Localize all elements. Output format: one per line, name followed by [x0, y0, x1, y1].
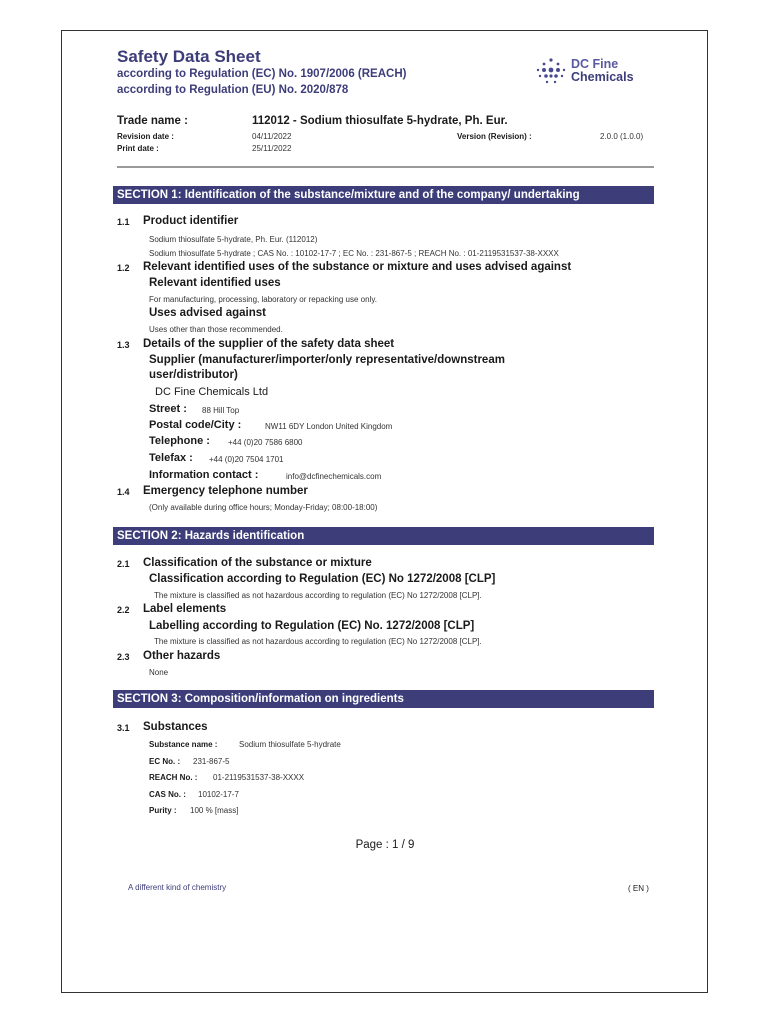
- language-indicator: ( EN ): [628, 884, 649, 893]
- subsection-heading: Emergency telephone number: [143, 485, 308, 497]
- purity-label: Purity :: [149, 806, 177, 815]
- substance-name-value: Sodium thiosulfate 5-hydrate: [239, 740, 341, 749]
- labelling-text: The mixture is classified as not hazardous according to regulation (EC) No 1272/2008 [CLP].: [154, 637, 482, 646]
- logo-wordmark: [571, 58, 634, 84]
- purity-value: 100 % [mass]: [190, 806, 239, 815]
- subsection-heading: Other hazards: [143, 650, 221, 662]
- subsection-heading: Substances: [143, 721, 208, 733]
- postal-city-label: Postal code/City :: [149, 419, 242, 431]
- regulation-line-1: according to Regulation (EC) No. 1907/2006 (REACH): [117, 68, 407, 80]
- emergency-hours-text: (Only available during office hours; Monday-Friday; 08:00-18:00): [149, 503, 378, 512]
- substance-name-label: Substance name :: [149, 740, 218, 749]
- ec-number-label: EC No. :: [149, 757, 181, 766]
- regulation-line-2: according to Regulation (EU) No. 2020/878: [117, 84, 349, 96]
- street-value: 88 Hill Top: [202, 406, 240, 415]
- subsection-heading: Label elements: [143, 603, 227, 615]
- reach-number-label: REACH No. :: [149, 773, 198, 782]
- subsection-heading: Details of the supplier of the safety data sheet: [143, 338, 395, 350]
- section-number: 1.3: [117, 340, 130, 350]
- section-number: 1.1: [117, 217, 130, 227]
- telefax-label: Telefax :: [149, 452, 193, 464]
- sub-heading: Uses advised against: [149, 307, 266, 319]
- telefax-value: +44 (0)20 7504 1701: [209, 455, 284, 464]
- identified-uses-text: For manufacturing, processing, laboratory or repacking use only.: [149, 295, 377, 304]
- classification-text: The mixture is classified as not hazardous according to regulation (EC) No 1272/2008 [CLP].: [154, 591, 482, 600]
- uses-advised-against-text: Uses other than those recommended.: [149, 325, 283, 334]
- information-contact-label: Information contact :: [149, 469, 259, 481]
- version-value: 2.0.0 (1.0.0): [600, 132, 644, 141]
- logo-text-line-1: DC Fine: [571, 57, 619, 71]
- footer-tagline: A different kind of chemistry: [128, 883, 227, 892]
- section-number: 2.2: [117, 605, 130, 615]
- section-1-heading: SECTION 1: Identification of the substance/mixture and of the company/ undertaking: [113, 186, 654, 204]
- subsection-heading: Product identifier: [143, 215, 239, 227]
- trade-name-value: 112012 - Sodium thiosulfate 5-hydrate, Ph. Eur.: [252, 115, 508, 127]
- sub-heading: Classification according to Regulation (EC) No 1272/2008 [CLP]: [149, 573, 496, 585]
- sub-heading-continued: user/distributor): [149, 369, 238, 381]
- section-number: 2.1: [117, 559, 130, 569]
- sub-heading: Supplier (manufacturer/importer/only representative/downstream: [149, 354, 505, 366]
- sub-heading: Labelling according to Regulation (EC) No. 1272/2008 [CLP]: [149, 620, 475, 632]
- page-number: Page : 1 / 9: [355, 839, 415, 851]
- trade-name-label: Trade name :: [117, 115, 188, 127]
- reach-number-value: 01-2119531537-38-XXXX: [213, 773, 305, 782]
- section-number: 2.3: [117, 652, 130, 662]
- product-identifiers-line: Sodium thiosulfate 5-hydrate ; CAS No. : 10102-17-7 ; EC No. : 231-867-5 ; REACH No. : 01-2119531537-38-XXXX: [149, 249, 559, 258]
- postal-city-value: NW11 6DY London United Kingdom: [265, 422, 393, 431]
- version-label: Version (Revision) :: [457, 132, 532, 141]
- section-3-heading: SECTION 3: Composition/information on ingredients: [113, 690, 654, 708]
- sub-heading: Relevant identified uses: [149, 277, 281, 289]
- logo-text-line-2: Chemicals: [571, 70, 634, 84]
- product-name-line: Sodium thiosulfate 5-hydrate, Ph. Eur. (112012): [149, 235, 318, 244]
- section-number: 3.1: [117, 723, 130, 733]
- street-label: Street :: [149, 403, 187, 415]
- print-date-label: Print date :: [117, 144, 159, 153]
- cas-number-label: CAS No. :: [149, 790, 186, 799]
- section-number: 1.4: [117, 487, 130, 497]
- subsection-heading: Classification of the substance or mixture: [143, 557, 372, 569]
- telephone-label: Telephone :: [149, 435, 210, 447]
- cas-number-value: 10102-17-7: [198, 790, 239, 799]
- document-title: Safety Data Sheet: [117, 47, 261, 66]
- section-number: 1.2: [117, 263, 130, 273]
- revision-date-value: 04/11/2022: [252, 132, 292, 141]
- ec-number-value: 231-867-5: [193, 757, 230, 766]
- print-date-value: 25/11/2022: [252, 144, 292, 153]
- company-name: DC Fine Chemicals Ltd: [155, 386, 269, 398]
- subsection-heading: Relevant identified uses of the substance or mixture and uses advised against: [143, 261, 572, 273]
- revision-date-label: Revision date :: [117, 132, 174, 141]
- information-contact-email[interactable]: info@dcfinechemicals.com: [286, 472, 382, 481]
- header-divider: [117, 166, 654, 168]
- telephone-value: +44 (0)20 7586 6800: [228, 438, 303, 447]
- other-hazards-text: None: [149, 668, 169, 677]
- section-2-heading: SECTION 2: Hazards identification: [113, 527, 654, 545]
- dc-fine-chemicals-logo-icon: [535, 56, 567, 86]
